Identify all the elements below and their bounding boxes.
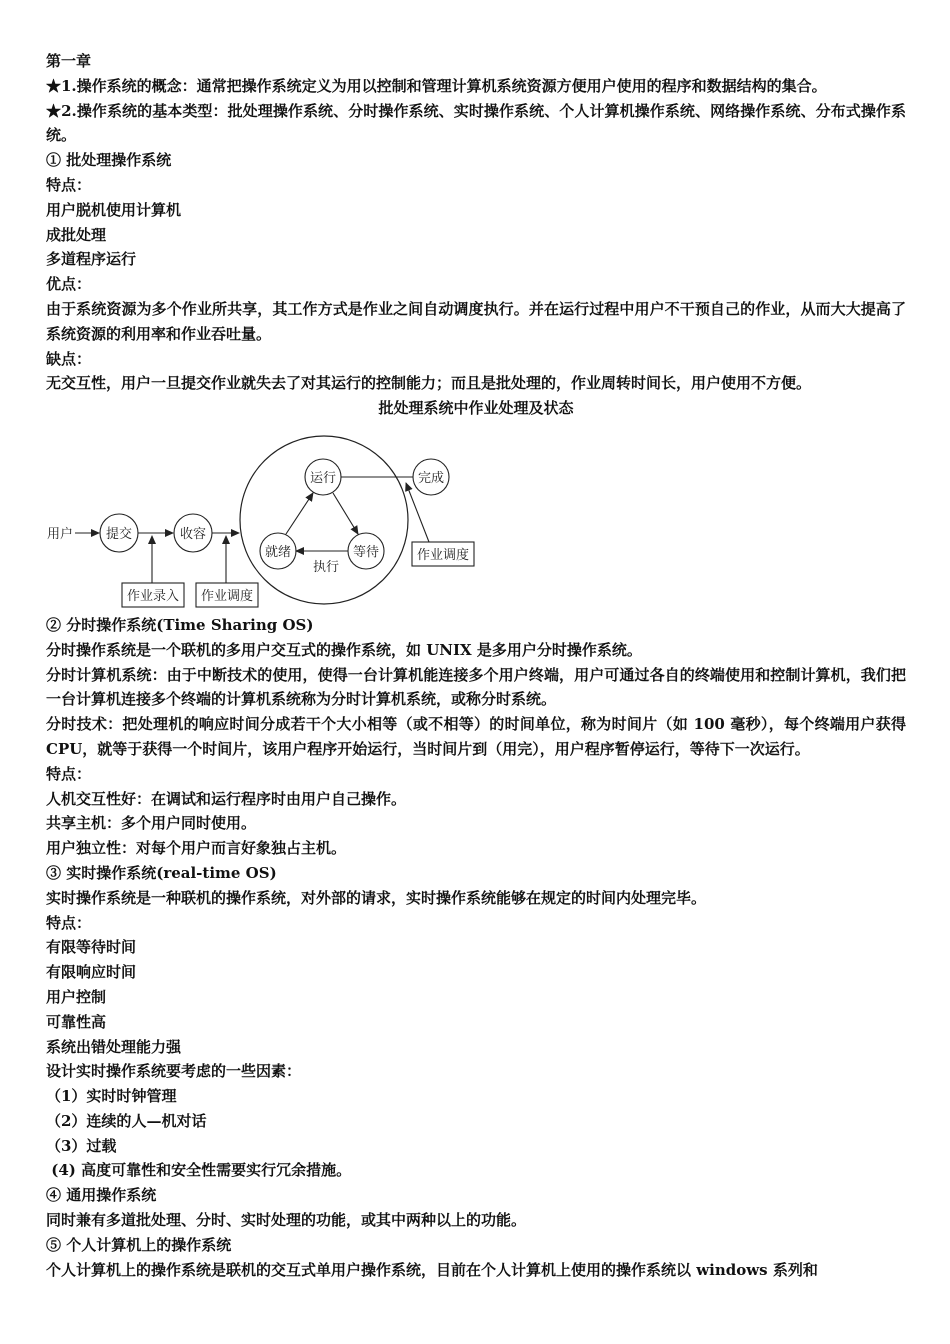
arrow-run-wait: [333, 493, 358, 534]
paragraph-line: 缺点：: [46, 349, 92, 368]
paragraph-line: 优点：: [46, 275, 92, 294]
paragraph-line: 特点：: [46, 913, 92, 932]
paragraph-line: （2）连续的人—机对话: [46, 1111, 207, 1130]
label-job-entry: 作业录入: [126, 588, 180, 604]
paragraph-line: 人机交互性好：在调试和运行程序时由用户自己操作。: [46, 789, 407, 808]
arrow-ready-run: [286, 493, 313, 534]
text-block-top: [46, 49, 906, 396]
document-page: [46, 49, 912, 1282]
label-wait: 等待: [352, 544, 380, 560]
label-user: 用户: [47, 526, 74, 542]
batch-state-diagram: [46, 423, 906, 613]
paragraph-line: 成批处理: [46, 225, 107, 244]
paragraph-line: 个人计算机上的操作系统是联机的交互式单用户操作系统，目前在个人计算机上使用的操作系统以 windows 系列和: [46, 1260, 818, 1279]
paragraph-line: 由于系统资源为多个作业所共享，其工作方式是作业之间自动调度执行。并在运行过程中用户不干预自己的作业，从而大大提高了系统资源的利用率和作业吞吐量。: [46, 299, 906, 343]
paragraph-line: 有限响应时间: [46, 963, 137, 982]
paragraph-line: 用户脱机使用计算机: [46, 200, 182, 219]
paragraph-line: 多道程序运行: [46, 250, 137, 269]
paragraph-line: 实时操作系统是一种联机的操作系统，对外部的请求，实时操作系统能够在规定的时间内处理完毕。: [46, 888, 707, 907]
paragraph-line: ④ 通用操作系统: [46, 1186, 157, 1205]
label-job-sched-left: 作业调度: [200, 588, 254, 604]
paragraph-line: 有限等待时间: [46, 938, 137, 957]
paragraph-line: ⑤ 个人计算机上的操作系统: [46, 1235, 232, 1254]
paragraph-line: 用户独立性：对每个用户而言好象独占主机。: [46, 839, 347, 858]
paragraph-line: 特点：: [46, 764, 92, 783]
paragraph-line: ★2.操作系统的基本类型：批处理操作系统、分时操作系统、实时操作系统、个人计算机操作系统、网络操作系统、分布式操作系统。: [46, 101, 906, 145]
paragraph-line: 特点：: [46, 175, 92, 194]
paragraph-line: ③ 实时操作系统(real-time OS): [46, 863, 277, 882]
label-execute: 执行: [312, 559, 340, 575]
paragraph-line: ① 批处理操作系统: [46, 151, 172, 170]
paragraph-line: 第一章: [46, 52, 92, 70]
paragraph-line: 分时操作系统是一个联机的多用户交互式的操作系统，如 UNIX 是多用户分时操作系统。: [46, 640, 642, 659]
paragraph-line: 共享主机：多个用户同时使用。: [46, 814, 257, 833]
memory-circle: [240, 436, 408, 604]
paragraph-line: (4) 高度可靠性和安全性需要实行冗余措施。: [46, 1161, 352, 1180]
diagram-svg: [46, 423, 906, 613]
arrow-sched-memory: [406, 483, 429, 542]
paragraph-line: 分时技术：把处理机的响应时间分成若干个大小相等（或不相等）的时间单位，称为时间片（如 100 毫秒），每个终端用户获得 CPU，就等于获得一个时间片，该用户程序开始运行，当时间片到（用完），用户程序暂停运行，等待下一次运行。: [46, 715, 912, 758]
label-run: 运行: [309, 470, 337, 486]
label-job-sched-right: 作业调度: [416, 547, 470, 563]
paragraph-line: 设计实时操作系统要考虑的一些因素：: [46, 1062, 302, 1081]
paragraph-line: 同时兼有多道批处理、分时、实时处理的功能，或其中两种以上的功能。: [46, 1211, 527, 1230]
paragraph-line: （1）实时时钟管理: [46, 1087, 177, 1106]
paragraph-line: 分时计算机系统：由于中断技术的使用，使得一台计算机能连接多个用户终端，用户可通过各自的终端使用和控制计算机，我们把一台计算机连接多个终端的计算机系统称为分时计算机系统，或称分时系统。: [46, 665, 906, 709]
label-accept: 收容: [179, 526, 207, 542]
paragraph-line: （3）过载: [46, 1136, 117, 1155]
paragraph-line: 系统出错处理能力强: [46, 1037, 182, 1056]
text-block-bottom: [46, 613, 912, 1283]
paragraph-line: ② 分时操作系统(Time Sharing OS): [46, 615, 314, 634]
paragraph-line: 可靠性高: [46, 1012, 107, 1031]
label-submit: 提交: [105, 526, 133, 542]
diagram-title: 批处理系统中作业处理及状态: [378, 399, 574, 418]
label-done: 完成: [417, 470, 445, 486]
paragraph-line: 用户控制: [46, 987, 107, 1006]
paragraph-line: 无交互性，用户一旦提交作业就失去了对其运行的控制能力；而且是批处理的，作业周转时间长，用户使用不方便。: [46, 374, 812, 393]
paragraph-line: ★1.操作系统的概念：通常把操作系统定义为用以控制和管理计算机系统资源方便用户使用的程序和数据结构的集合。: [46, 76, 827, 95]
label-ready: 就绪: [264, 544, 292, 560]
